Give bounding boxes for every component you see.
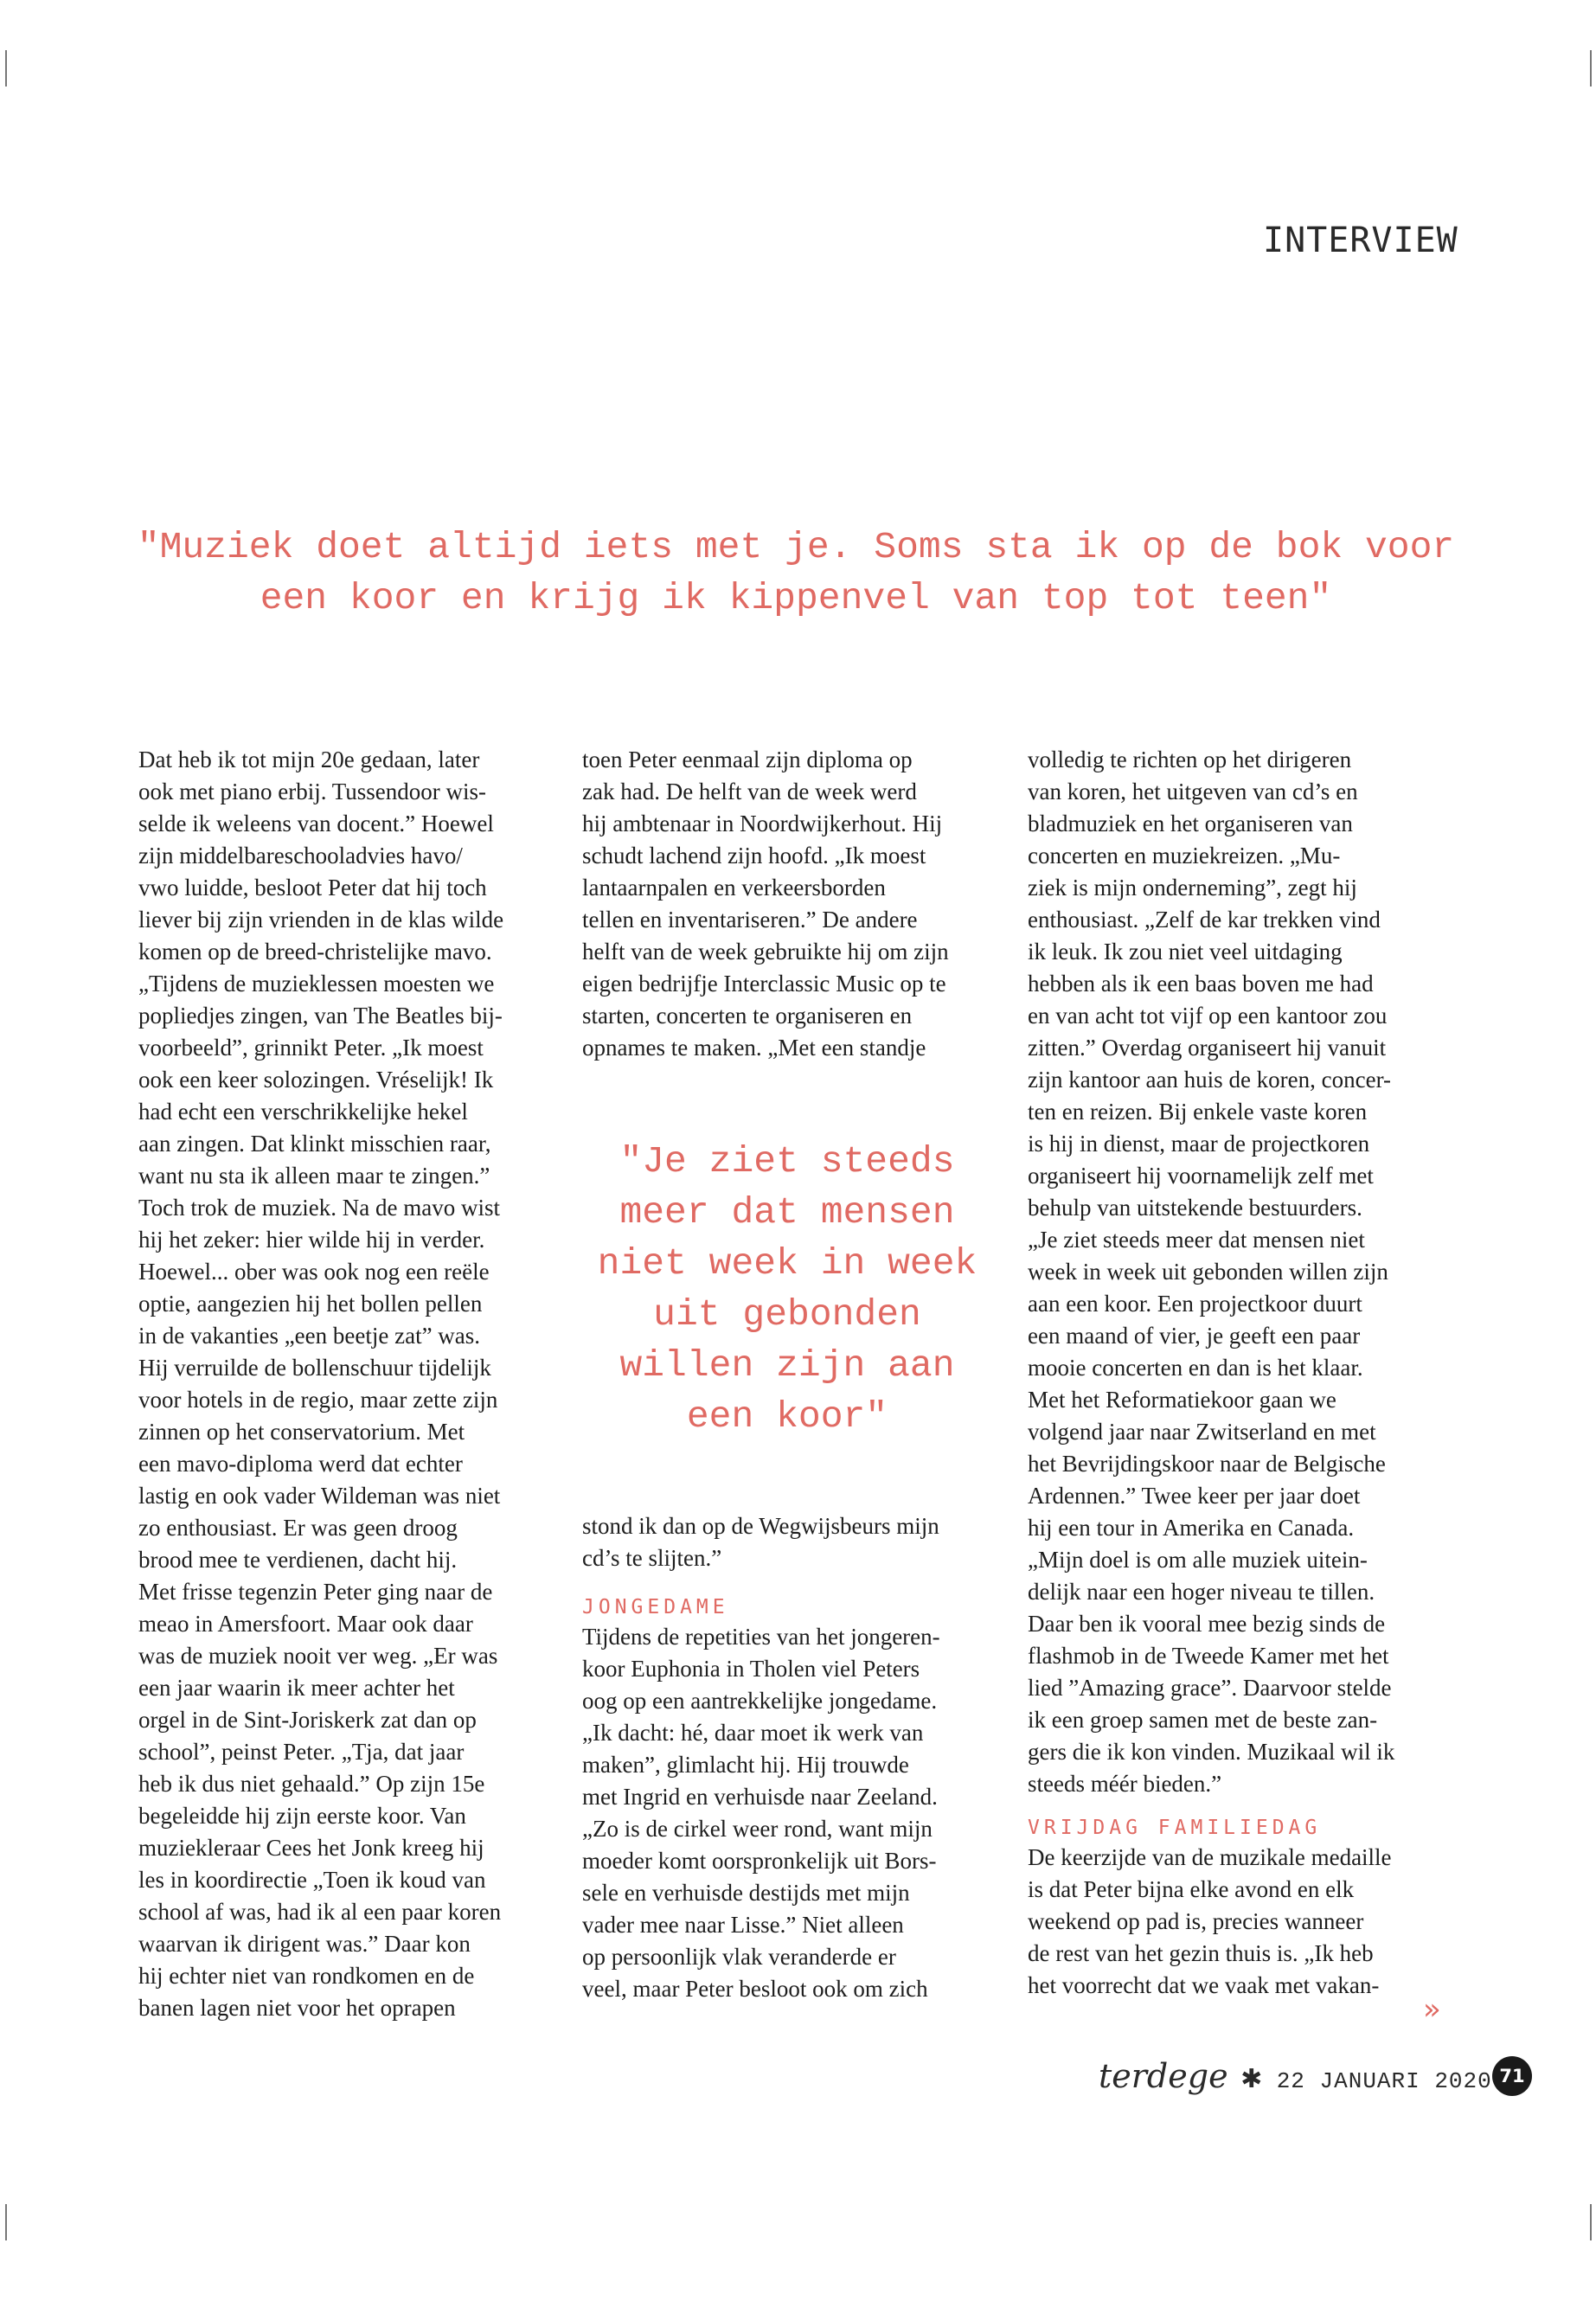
crop-mark-top-right [1590,50,1592,87]
subhead-vrijdag-familiedag: VRIJDAG FAMILIEDAG [1028,1817,1322,1839]
article-column-2-top [582,744,993,1064]
pullquote-middle: "Je ziet steeds meer dat mensen niet week in week uit gebonden willen zijn aan een koor" [597,1140,977,1438]
column-2-bottom-intro: stond ik dan op de Wegwijsbeurs mijn cd’s te slijten.” [582,1513,939,1571]
article-column-3 [1028,744,1439,2002]
asterisk-icon: ✱ [1240,2064,1263,2094]
column-3-end-text: De keerzijde van de muzikale medaille is dat Peter bijna elke avond en elk weekend op pad is, precies wanneer de rest van het gezin thuis is. „Ik heb het voorrecht dat we vaak met vakan- [1028,1844,1392,1998]
magazine-brand: terdege [1099,2057,1228,2095]
crop-mark-bottom-right [1590,2204,1592,2240]
subhead-jongedame: JONGEDAME [582,1596,729,1618]
issue-date: 22 JANUARI 2020 [1276,2068,1492,2094]
continue-arrow-icon: » [1423,1992,1441,2027]
article-column-2-bottom [582,1510,993,2005]
pullquote-top: "Muziek doet altijd iets met je. Soms sta ik op de bok voor een koor en krijg ik kippenvel van top tot teen" [137,526,1455,619]
column-3-text: volledig te richten op het dirigeren van koren, het uitgeven van cd’s en bladmuziek en het organiseren van concerten en muziekreizen. „Mu- ziek is mijn onderneming”, zegt hij enthousiast. „Zelf de kar trekken vind ik leuk. Ik zou niet veel uitdaging hebben als ik een baas boven me had en van acht tot vijf op een kantoor zou zitten.” Overdag organiseert hij vanuit zijn kantoor aan huis de koren, concer- ten en reizen. Bij enkele vaste koren is hij in dienst, maar de projectkoren organiseert hij voornamelijk zelf met behulp van uitstekende bestuurders. „Je ziet steeds meer dat mensen niet week in week uit gebonden willen zijn aan een koor. Een projectkoor duurt een maand of vier, je geeft een paar mooie concerten en dan is het klaar. Met het Reformatiekoor gaan we volgend jaar naar Zwitserland en met het Bevrijdingskoor naar de Belgische Ardennen.” Twee keer per jaar doet hij een tour in Amerika en Canada. „Mijn doel is om alle muziek uitein- delijk naar een hoger niveau te tillen. Daar ben ik vooral mee bezig sinds de flashmob in de Tweede Kamer met het lied ”Amazing grace”. Daarvoor stelde ik een groep samen met de beste zan- gers die ik kon vinden. Muzikaal wil ik steeds méér bieden.” [1028,747,1395,1797]
page-number: 71 [1492,2056,1532,2096]
section-label: INTERVIEW [1263,221,1458,260]
crop-mark-top-left [5,50,7,87]
column-1-text: Dat heb ik tot mijn 20e gedaan, later ook met piano erbij. Tussendoor wis- selde ik weleens van docent.” Hoewel zijn middelbareschooladvies havo/ vwo luidde, besloot Peter dat hij toch liever bij zijn vrienden in de klas wilde komen op de breed-christelijke mavo. „Tijdens de muzieklessen moesten we popliedjes zingen, van The Beatles bij- voorbeeld”, grinnikt Peter. „Ik moest ook een keer solozingen. Vréselijk! Ik had echt een verschrikkelijke hekel aan zingen. Dat klinkt misschien raar, want nu sta ik alleen maar te zingen.” Toch trok de muziek. Na de mavo wist hij het zeker: hier wilde hij in verder. Hoewel... ober was ook nog een reële optie, aangezien hij het bollen pellen in de vakanties „een beetje zat” was. Hij verruilde de bollenschuur tijdelijk voor hotels in de regio, maar zette zijn zinnen op het conservatorium. Met een mavo-diploma werd dat echter lastig en ook vader Wildeman was niet zo enthousiast. Er was geen droog brood mee te verdienen, dacht hij. Met frisse tegenzin Peter ging naar de meao in Amersfoort. Maar ook daar was de muziek nooit ver weg. „Er was een jaar waarin ik meer achter het orgel in de Sint-Joriskerk zat dan op school”, peinst Peter. „Tja, dat jaar heb ik dus niet gehaald.” Op zijn 15e begeleidde hij zijn eerste koor. Van muziekleraar Cees het Jonk kreeg hij les in koordirectie „Toen ik koud van school af was, had ik al een paar koren waarvan ik dirigent was.” Daar kon hij echter niet van rondkomen en de banen lagen niet voor het oprapen [138,747,504,2021]
article-column-1 [138,744,549,2024]
column-2-bottom-body: Tijdens de repetities van het jongeren- koor Euphonia in Tholen viel Peters oog op een aantrekkelijke jongedame. „Ik dacht: hé, daar moet ik werk van maken”, glimlacht hij. Hij trouwde met Ingrid en verhuisde naar Zeeland. „Zo is de cirkel weer rond, want mijn moeder komt oorspronkelijk uit Bors- sele en verhuisde destijds met mijn vader mee naar Lisse.” Niet alleen op persoonlijk vlak veranderde er veel, maar Peter besloot ook om zich [582,1624,940,2002]
column-2-top-text: toen Peter eenmaal zijn diploma op zak had. De helft van de week werd hij ambtenaar in Noordwijkerhout. Hij schudt lachend zijn hoofd. „Ik moest lantaarnpalen en verkeersborden tellen en inventariseren.” De andere helft van de week gebruikte hij om zijn eigen bedrijfje Interclassic Music op te starten, concerten te organiseren en opnames te maken. „Met een standje [582,747,949,1061]
crop-mark-bottom-left [5,2204,7,2240]
page-footer [1099,2057,1492,2095]
